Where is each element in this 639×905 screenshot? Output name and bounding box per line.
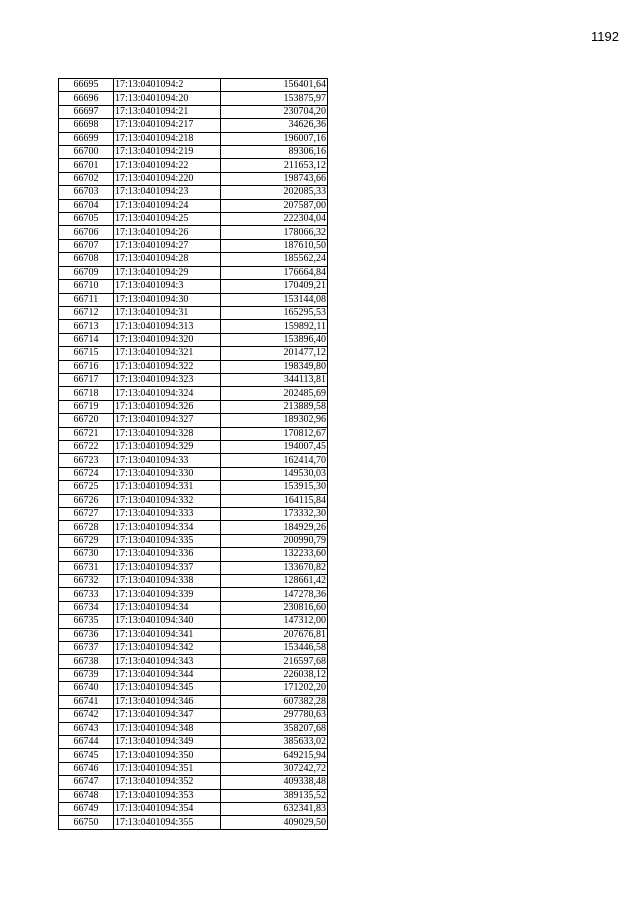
- cadastral-number-cell: 17:13:0401094:351: [114, 762, 221, 775]
- row-number-cell: 66728: [59, 521, 114, 534]
- table-row: [59, 615, 328, 628]
- table-row: [59, 467, 328, 480]
- cadastral-value-cell: 170409,21: [221, 280, 328, 293]
- row-number-cell: 66696: [59, 92, 114, 105]
- row-number-cell: 66742: [59, 709, 114, 722]
- page-number: 1192: [591, 29, 619, 44]
- cadastral-number-cell: 17:13:0401094:336: [114, 548, 221, 561]
- table-row: [59, 146, 328, 159]
- cadastral-value-cell: 198349,80: [221, 360, 328, 373]
- table-row: [59, 266, 328, 279]
- cadastral-value-cell: 173332,30: [221, 508, 328, 521]
- cadastral-value-cell: 198743,66: [221, 172, 328, 185]
- table-row: [59, 628, 328, 641]
- cadastral-number-cell: 17:13:0401094:322: [114, 360, 221, 373]
- table-body: [59, 79, 328, 830]
- row-number-cell: 66714: [59, 333, 114, 346]
- row-number-cell: 66700: [59, 146, 114, 159]
- cadastral-number-cell: 17:13:0401094:341: [114, 628, 221, 641]
- cadastral-value-cell: 196007,16: [221, 132, 328, 145]
- cadastral-number-cell: 17:13:0401094:328: [114, 427, 221, 440]
- cadastral-value-cell: 358207,68: [221, 722, 328, 735]
- table-row: [59, 642, 328, 655]
- row-number-cell: 66709: [59, 266, 114, 279]
- row-number-cell: 66710: [59, 280, 114, 293]
- cadastral-number-cell: 17:13:0401094:25: [114, 213, 221, 226]
- cadastral-number-cell: 17:13:0401094:354: [114, 802, 221, 815]
- row-number-cell: 66745: [59, 749, 114, 762]
- cadastral-number-cell: 17:13:0401094:217: [114, 119, 221, 132]
- cadastral-value-cell: 201477,12: [221, 347, 328, 360]
- cadastral-number-cell: 17:13:0401094:339: [114, 588, 221, 601]
- row-number-cell: 66741: [59, 695, 114, 708]
- cadastral-number-cell: 17:13:0401094:323: [114, 373, 221, 386]
- cadastral-number-cell: 17:13:0401094:344: [114, 668, 221, 681]
- cadastral-number-cell: 17:13:0401094:337: [114, 561, 221, 574]
- table-row: [59, 722, 328, 735]
- cadastral-value-cell: 213889,58: [221, 400, 328, 413]
- cadastral-value-table: [58, 78, 328, 830]
- table-row: [59, 280, 328, 293]
- table-row: [59, 548, 328, 561]
- cadastral-number-cell: 17:13:0401094:21: [114, 105, 221, 118]
- cadastral-number-cell: 17:13:0401094:338: [114, 575, 221, 588]
- cadastral-value-cell: 132233,60: [221, 548, 328, 561]
- table-row: [59, 440, 328, 453]
- row-number-cell: 66695: [59, 79, 114, 92]
- cadastral-number-cell: 17:13:0401094:20: [114, 92, 221, 105]
- cadastral-number-cell: 17:13:0401094:343: [114, 655, 221, 668]
- cadastral-number-cell: 17:13:0401094:320: [114, 333, 221, 346]
- row-number-cell: 66701: [59, 159, 114, 172]
- cadastral-value-cell: 207587,00: [221, 199, 328, 212]
- table-row: [59, 588, 328, 601]
- table-row: [59, 655, 328, 668]
- cadastral-number-cell: 17:13:0401094:324: [114, 387, 221, 400]
- cadastral-number-cell: 17:13:0401094:340: [114, 615, 221, 628]
- cadastral-value-cell: 178066,32: [221, 226, 328, 239]
- cadastral-value-cell: 202485,69: [221, 387, 328, 400]
- cadastral-value-cell: 89306,16: [221, 146, 328, 159]
- cadastral-value-cell: 147312,00: [221, 615, 328, 628]
- cadastral-number-cell: 17:13:0401094:23: [114, 186, 221, 199]
- cadastral-value-cell: 171202,20: [221, 682, 328, 695]
- cadastral-number-cell: 17:13:0401094:342: [114, 642, 221, 655]
- table-row: [59, 481, 328, 494]
- cadastral-value-cell: 230704,20: [221, 105, 328, 118]
- cadastral-number-cell: 17:13:0401094:334: [114, 521, 221, 534]
- table-row: [59, 414, 328, 427]
- cadastral-number-cell: 17:13:0401094:329: [114, 440, 221, 453]
- row-number-cell: 66748: [59, 789, 114, 802]
- row-number-cell: 66711: [59, 293, 114, 306]
- cadastral-value-cell: 202085,33: [221, 186, 328, 199]
- row-number-cell: 66712: [59, 306, 114, 319]
- cadastral-number-cell: 17:13:0401094:321: [114, 347, 221, 360]
- cadastral-value-cell: 156401,64: [221, 79, 328, 92]
- table-row: [59, 239, 328, 252]
- table-row: [59, 119, 328, 132]
- cadastral-number-cell: 17:13:0401094:347: [114, 709, 221, 722]
- table-row: [59, 776, 328, 789]
- cadastral-value-cell: 409029,50: [221, 816, 328, 829]
- table-row: [59, 333, 328, 346]
- table-row: [59, 172, 328, 185]
- row-number-cell: 66722: [59, 440, 114, 453]
- row-number-cell: 66738: [59, 655, 114, 668]
- cadastral-number-cell: 17:13:0401094:335: [114, 534, 221, 547]
- row-number-cell: 66732: [59, 575, 114, 588]
- cadastral-value-cell: 153446,58: [221, 642, 328, 655]
- cadastral-value-cell: 153896,40: [221, 333, 328, 346]
- row-number-cell: 66726: [59, 494, 114, 507]
- cadastral-number-cell: 17:13:0401094:331: [114, 481, 221, 494]
- table-row: [59, 816, 328, 829]
- cadastral-number-cell: 17:13:0401094:346: [114, 695, 221, 708]
- cadastral-value-cell: 344113,81: [221, 373, 328, 386]
- cadastral-value-cell: 385633,02: [221, 735, 328, 748]
- cadastral-number-cell: 17:13:0401094:28: [114, 253, 221, 266]
- row-number-cell: 66747: [59, 776, 114, 789]
- cadastral-number-cell: 17:13:0401094:313: [114, 320, 221, 333]
- table-row: [59, 561, 328, 574]
- table-row: [59, 575, 328, 588]
- cadastral-value-cell: 200990,79: [221, 534, 328, 547]
- cadastral-value-cell: 165295,53: [221, 306, 328, 319]
- table-row: [59, 347, 328, 360]
- row-number-cell: 66724: [59, 467, 114, 480]
- row-number-cell: 66729: [59, 534, 114, 547]
- table-row: [59, 92, 328, 105]
- cadastral-value-cell: 187610,50: [221, 239, 328, 252]
- cadastral-value-cell: 162414,70: [221, 454, 328, 467]
- table-row: [59, 668, 328, 681]
- row-number-cell: 66705: [59, 213, 114, 226]
- table-row: [59, 253, 328, 266]
- table-row: [59, 306, 328, 319]
- cadastral-value-cell: 153915,30: [221, 481, 328, 494]
- table-row: [59, 373, 328, 386]
- cadastral-value-cell: 170812,67: [221, 427, 328, 440]
- table-row: [59, 695, 328, 708]
- cadastral-number-cell: 17:13:0401094:350: [114, 749, 221, 762]
- cadastral-value-cell: 409338,48: [221, 776, 328, 789]
- row-number-cell: 66744: [59, 735, 114, 748]
- row-number-cell: 66718: [59, 387, 114, 400]
- cadastral-number-cell: 17:13:0401094:326: [114, 400, 221, 413]
- cadastral-number-cell: 17:13:0401094:355: [114, 816, 221, 829]
- row-number-cell: 66720: [59, 414, 114, 427]
- table-row: [59, 802, 328, 815]
- cadastral-value-cell: 185562,24: [221, 253, 328, 266]
- row-number-cell: 66706: [59, 226, 114, 239]
- table-row: [59, 79, 328, 92]
- row-number-cell: 66727: [59, 508, 114, 521]
- cadastral-value-cell: 222304,04: [221, 213, 328, 226]
- cadastral-number-cell: 17:13:0401094:220: [114, 172, 221, 185]
- row-number-cell: 66707: [59, 239, 114, 252]
- cadastral-value-cell: 133670,82: [221, 561, 328, 574]
- table-row: [59, 293, 328, 306]
- row-number-cell: 66699: [59, 132, 114, 145]
- cadastral-number-cell: 17:13:0401094:24: [114, 199, 221, 212]
- cadastral-number-cell: 17:13:0401094:33: [114, 454, 221, 467]
- table-row: [59, 682, 328, 695]
- cadastral-number-cell: 17:13:0401094:349: [114, 735, 221, 748]
- cadastral-value-cell: 189302,96: [221, 414, 328, 427]
- cadastral-number-cell: 17:13:0401094:27: [114, 239, 221, 252]
- cadastral-value-cell: 159892,11: [221, 320, 328, 333]
- cadastral-number-cell: 17:13:0401094:345: [114, 682, 221, 695]
- table-row: [59, 762, 328, 775]
- cadastral-value-cell: 389135,52: [221, 789, 328, 802]
- table-row: [59, 789, 328, 802]
- cadastral-number-cell: 17:13:0401094:31: [114, 306, 221, 319]
- table-row: [59, 387, 328, 400]
- table-row: [59, 494, 328, 507]
- row-number-cell: 66730: [59, 548, 114, 561]
- row-number-cell: 66702: [59, 172, 114, 185]
- cadastral-value-cell: 128661,42: [221, 575, 328, 588]
- table-row: [59, 601, 328, 614]
- row-number-cell: 66719: [59, 400, 114, 413]
- row-number-cell: 66723: [59, 454, 114, 467]
- table-row: [59, 186, 328, 199]
- row-number-cell: 66721: [59, 427, 114, 440]
- cadastral-value-cell: 153144,08: [221, 293, 328, 306]
- cadastral-value-cell: 230816,60: [221, 601, 328, 614]
- table-row: [59, 105, 328, 118]
- cadastral-value-cell: 297780,63: [221, 709, 328, 722]
- cadastral-value-cell: 649215,94: [221, 749, 328, 762]
- table-row: [59, 360, 328, 373]
- cadastral-value-cell: 607382,28: [221, 695, 328, 708]
- cadastral-number-cell: 17:13:0401094:348: [114, 722, 221, 735]
- table-row: [59, 159, 328, 172]
- table-row: [59, 199, 328, 212]
- row-number-cell: 66740: [59, 682, 114, 695]
- table-row: [59, 400, 328, 413]
- row-number-cell: 66737: [59, 642, 114, 655]
- cadastral-number-cell: 17:13:0401094:29: [114, 266, 221, 279]
- cadastral-value-cell: 34626,36: [221, 119, 328, 132]
- row-number-cell: 66725: [59, 481, 114, 494]
- row-number-cell: 66736: [59, 628, 114, 641]
- row-number-cell: 66715: [59, 347, 114, 360]
- cadastral-value-cell: 176664,84: [221, 266, 328, 279]
- row-number-cell: 66708: [59, 253, 114, 266]
- row-number-cell: 66717: [59, 373, 114, 386]
- row-number-cell: 66731: [59, 561, 114, 574]
- table-row: [59, 320, 328, 333]
- cadastral-number-cell: 17:13:0401094:22: [114, 159, 221, 172]
- row-number-cell: 66698: [59, 119, 114, 132]
- row-number-cell: 66749: [59, 802, 114, 815]
- row-number-cell: 66743: [59, 722, 114, 735]
- cadastral-number-cell: 17:13:0401094:2: [114, 79, 221, 92]
- cadastral-number-cell: 17:13:0401094:219: [114, 146, 221, 159]
- cadastral-number-cell: 17:13:0401094:333: [114, 508, 221, 521]
- row-number-cell: 66746: [59, 762, 114, 775]
- cadastral-value-cell: 153875,97: [221, 92, 328, 105]
- row-number-cell: 66703: [59, 186, 114, 199]
- cadastral-value-cell: 194007,45: [221, 440, 328, 453]
- row-number-cell: 66739: [59, 668, 114, 681]
- table-row: [59, 454, 328, 467]
- cadastral-number-cell: 17:13:0401094:26: [114, 226, 221, 239]
- cadastral-number-cell: 17:13:0401094:353: [114, 789, 221, 802]
- row-number-cell: 66713: [59, 320, 114, 333]
- table-row: [59, 735, 328, 748]
- cadastral-number-cell: 17:13:0401094:34: [114, 601, 221, 614]
- table-row: [59, 226, 328, 239]
- cadastral-value-cell: 307242,72: [221, 762, 328, 775]
- row-number-cell: 66735: [59, 615, 114, 628]
- cadastral-value-cell: 216597,68: [221, 655, 328, 668]
- cadastral-value-cell: 211653,12: [221, 159, 328, 172]
- cadastral-number-cell: 17:13:0401094:30: [114, 293, 221, 306]
- table-row: [59, 534, 328, 547]
- row-number-cell: 66716: [59, 360, 114, 373]
- table-row: [59, 508, 328, 521]
- cadastral-number-cell: 17:13:0401094:352: [114, 776, 221, 789]
- table-row: [59, 213, 328, 226]
- table-row: [59, 709, 328, 722]
- row-number-cell: 66750: [59, 816, 114, 829]
- cadastral-number-cell: 17:13:0401094:332: [114, 494, 221, 507]
- cadastral-number-cell: 17:13:0401094:327: [114, 414, 221, 427]
- cadastral-value-cell: 147278,36: [221, 588, 328, 601]
- cadastral-number-cell: 17:13:0401094:3: [114, 280, 221, 293]
- table-row: [59, 427, 328, 440]
- cadastral-value-cell: 184929,26: [221, 521, 328, 534]
- row-number-cell: 66697: [59, 105, 114, 118]
- cadastral-number-cell: 17:13:0401094:330: [114, 467, 221, 480]
- row-number-cell: 66704: [59, 199, 114, 212]
- cadastral-value-cell: 207676,81: [221, 628, 328, 641]
- cadastral-value-cell: 226038,12: [221, 668, 328, 681]
- row-number-cell: 66734: [59, 601, 114, 614]
- cadastral-number-cell: 17:13:0401094:218: [114, 132, 221, 145]
- cadastral-value-cell: 632341,83: [221, 802, 328, 815]
- table-row: [59, 749, 328, 762]
- cadastral-value-cell: 149530,03: [221, 467, 328, 480]
- table-row: [59, 132, 328, 145]
- row-number-cell: 66733: [59, 588, 114, 601]
- cadastral-value-cell: 164115,84: [221, 494, 328, 507]
- table-row: [59, 521, 328, 534]
